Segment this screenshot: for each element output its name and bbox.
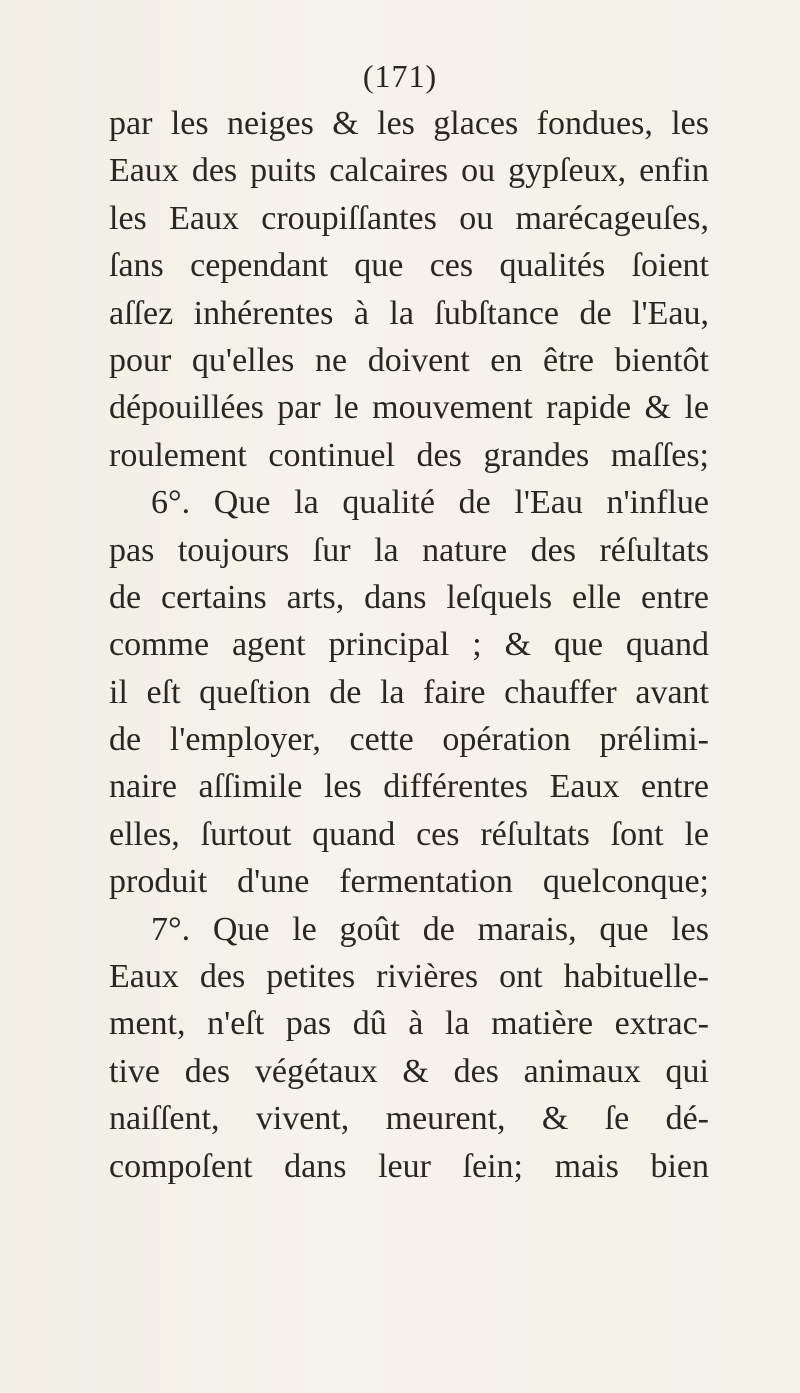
text-line: de certains arts, dans leſquels elle entre xyxy=(109,578,709,616)
text-line: produit d'une fermentation quelconque; xyxy=(109,863,709,901)
text-line: 6°. Que la qualité de l'Eau n'influe xyxy=(151,484,709,522)
text-line: tive des végétaux & des animaux qui xyxy=(109,1052,709,1090)
body-text xyxy=(109,100,709,1190)
text-line: il eſt queſtion de la faire chauffer avant xyxy=(109,673,709,711)
text-line: pas toujours ſur la nature des réſultats xyxy=(109,531,709,569)
text-line: les Eaux croupiſſantes ou marécageuſes, xyxy=(109,199,709,237)
text-line: ment, n'eſt pas dû à la matière extrac- xyxy=(109,1005,709,1043)
text-line: 7°. Que le goût de marais, que les xyxy=(151,910,709,948)
text-line: elles, ſurtout quand ces réſultats ſont le xyxy=(109,815,709,853)
text-line: de l'employer, cette opération prélimi- xyxy=(109,721,709,759)
text-line: Eaux des petites rivières ont habituelle- xyxy=(109,958,709,996)
text-line: compoſent dans leur ſein; mais bien xyxy=(109,1147,709,1185)
page-number: (171) xyxy=(362,58,438,94)
text-line: Eaux des puits calcaires ou gypſeux, enfin xyxy=(109,152,709,190)
text-line: ſans cependant que ces qualités ſoient xyxy=(109,247,709,285)
text-line: roulement continuel des grandes maſſes; xyxy=(109,436,709,474)
text-line: dépouillées par le mouvement rapide & le xyxy=(109,389,709,427)
text-line: pour qu'elles ne doivent en être bientôt xyxy=(109,341,709,379)
text-line: par les neiges & les glaces fondues, les xyxy=(109,105,709,142)
text-line: aſſez inhérentes à la ſubſtance de l'Eau, xyxy=(109,294,709,332)
text-line: naire aſſimile les différentes Eaux entre xyxy=(109,768,709,806)
text-line: comme agent principal ; & que quand xyxy=(109,626,709,664)
text-line: naiſſent, vivent, meurent, & ſe dé- xyxy=(109,1100,709,1138)
